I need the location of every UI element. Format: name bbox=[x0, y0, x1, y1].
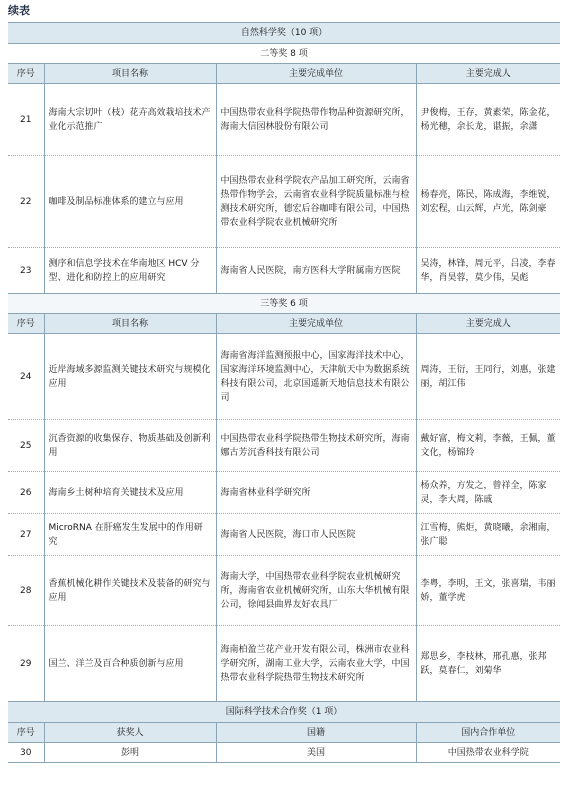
completing-unit: 中国热带农业科学院热带生物技术研究所，海南娜古芳沉香科技有限公司 bbox=[216, 420, 416, 472]
completing-unit: 海南省人民医院，海口市人民医院 bbox=[216, 514, 416, 556]
project-name: 海南大宗切叶（枝）花卉高效栽培技术产业化示范推广 bbox=[44, 84, 216, 156]
project-name: 国兰、洋兰及百合种质创新与应用 bbox=[44, 626, 216, 702]
domestic-partner: 中国热带农业科学院 bbox=[416, 743, 560, 763]
table-row bbox=[8, 156, 560, 248]
row-number: 21 bbox=[8, 84, 44, 156]
completing-unit: 海南省人民医院，南方医科大学附属南方医院 bbox=[216, 248, 416, 294]
section-title: 国际科学技术合作奖（1 项） bbox=[8, 702, 560, 723]
column-header: 国内合作单位 bbox=[416, 723, 560, 743]
project-name: MicroRNA 在肝癌发生发展中的作用研究 bbox=[44, 514, 216, 556]
nationality: 美国 bbox=[216, 743, 416, 763]
award-table bbox=[8, 22, 560, 763]
completing-unit: 海南大学，中国热带农业科学院农业机械研究所，海南省农业机械研究所，山东大华机械有限公司，徐闻县曲界友好农具厂 bbox=[216, 556, 416, 626]
row-number: 30 bbox=[8, 743, 44, 763]
column-header: 国籍 bbox=[216, 723, 416, 743]
completing-people: 戴好富，梅文莉，李薇，王佩，董文化，杨锦玲 bbox=[416, 420, 560, 472]
completing-unit: 海南省林业科学研究所 bbox=[216, 472, 416, 514]
completing-people: 郑思乡，李枝林，邢孔惠，张邦跃，莫春仁，刘菊华 bbox=[416, 626, 560, 702]
section-header-international bbox=[8, 702, 560, 723]
winner-name: 彭明 bbox=[44, 743, 216, 763]
column-header: 序号 bbox=[8, 314, 44, 334]
sub-header-second bbox=[8, 44, 560, 64]
column-header: 序号 bbox=[8, 64, 44, 84]
row-number: 25 bbox=[8, 420, 44, 472]
sub-title: 三等奖 6 项 bbox=[8, 294, 560, 314]
row-number: 22 bbox=[8, 156, 44, 248]
column-header-row bbox=[8, 64, 560, 84]
table-row bbox=[8, 743, 560, 763]
section-title: 自然科学奖（10 项） bbox=[8, 23, 560, 44]
completing-people: 吴涛，林锋，周元平，吕凌，李春华，肖昊蓉，莫少伟，吴彪 bbox=[416, 248, 560, 294]
sub-title: 二等奖 8 项 bbox=[8, 44, 560, 64]
completing-unit: 中国热带农业科学院热带作物品种资源研究所，海南大信园林股份有限公司 bbox=[216, 84, 416, 156]
table-row bbox=[8, 556, 560, 626]
row-number: 29 bbox=[8, 626, 44, 702]
table-row bbox=[8, 334, 560, 420]
table-caption: 续表 bbox=[8, 4, 30, 17]
project-name: 香蕉机械化耕作关键技术及装备的研究与应用 bbox=[44, 556, 216, 626]
column-header: 主要完成单位 bbox=[216, 314, 416, 334]
completing-unit: 海南柏盈兰花产业开发有限公司，株洲市农业科学研究所，湖南工业大学，云南农业大学，中国热带农业科学院热带生物技术研究所 bbox=[216, 626, 416, 702]
column-header: 序号 bbox=[8, 723, 44, 743]
column-header: 主要完成单位 bbox=[216, 64, 416, 84]
table-row bbox=[8, 514, 560, 556]
table-row bbox=[8, 626, 560, 702]
column-header: 主要完成人 bbox=[416, 64, 560, 84]
column-header: 项目名称 bbox=[44, 64, 216, 84]
project-name: 海南乡土树种培育关键技术及应用 bbox=[44, 472, 216, 514]
row-number: 24 bbox=[8, 334, 44, 420]
column-header-row bbox=[8, 314, 560, 334]
completing-people: 杨春亮，陈民，陈成海，李维锐，刘宏程，山云辉，卢光，陈剑豪 bbox=[416, 156, 560, 248]
completing-people: 周涛，王衍，王同行，刘惠，张建丽，胡江伟 bbox=[416, 334, 560, 420]
completing-people: 江雪梅，熊炬，黄晓曦，余湘南，张广聪 bbox=[416, 514, 560, 556]
section-header-natural bbox=[8, 23, 560, 44]
completing-people: 李粤，李明，王文，张喜瑞，韦丽娇，董学虎 bbox=[416, 556, 560, 626]
table-row bbox=[8, 84, 560, 156]
project-name: 测序和信息学技术在华南地区 HCV 分型、进化和防控上的应用研究 bbox=[44, 248, 216, 294]
completing-people: 杨众养，方发之，曾祥全，陈家灵，李大周，陈戚 bbox=[416, 472, 560, 514]
completing-unit: 海南省海洋监测预报中心，国家海洋技术中心，国家海洋环境监测中心，天津航天中为数据系统科技有限公司，北京国遥新天地信息技术有限公司 bbox=[216, 334, 416, 420]
column-header-row bbox=[8, 723, 560, 743]
row-number: 23 bbox=[8, 248, 44, 294]
column-header: 获奖人 bbox=[44, 723, 216, 743]
project-name: 咖啡及制品标准体系的建立与应用 bbox=[44, 156, 216, 248]
project-name: 近岸海域多源监测关键技术研究与规模化应用 bbox=[44, 334, 216, 420]
column-header: 项目名称 bbox=[44, 314, 216, 334]
sub-header-third bbox=[8, 294, 560, 314]
table-row bbox=[8, 472, 560, 514]
completing-people: 尹俊梅，王存，黄素荣，陈金花，杨光穗，余长龙，谌振，余潇 bbox=[416, 84, 560, 156]
column-header: 主要完成人 bbox=[416, 314, 560, 334]
row-number: 26 bbox=[8, 472, 44, 514]
row-number: 27 bbox=[8, 514, 44, 556]
completing-unit: 中国热带农业科学院农产品加工研究所，云南省热带作物学会，云南省农业科学院质量标准与检测技术研究所，德宏后谷咖啡有限公司，中国热带农业科学院农业机械研究所 bbox=[216, 156, 416, 248]
table-row bbox=[8, 420, 560, 472]
table-row bbox=[8, 248, 560, 294]
row-number: 28 bbox=[8, 556, 44, 626]
project-name: 沉香资源的收集保存、物质基础及创新利用 bbox=[44, 420, 216, 472]
